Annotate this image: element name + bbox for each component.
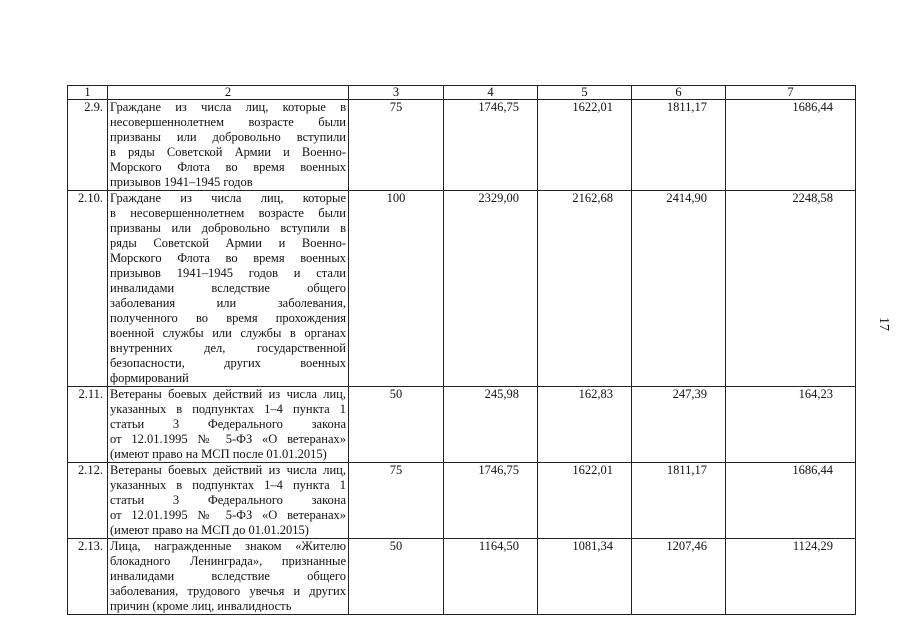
description-line: Лица, награжденные знаком «Жителю [110, 539, 346, 553]
value-cell-c6: 2414,90 [632, 191, 726, 387]
value-cell-c6: 1811,17 [632, 463, 726, 539]
header-cell: 1 [68, 86, 108, 100]
row-number: 2.10. [68, 191, 108, 387]
description-line: военной службы или службы в органах [110, 326, 346, 340]
header-cell: 4 [444, 86, 538, 100]
value-cell-c7: 1686,44 [726, 100, 856, 191]
row-description [108, 387, 349, 463]
description-line: несовершеннолетнем возрасте были [110, 115, 346, 129]
description-line: Ветераны боевых действий из числа лиц, [110, 463, 346, 477]
description-line: Граждане из числа лиц, которые в [110, 100, 346, 114]
description-line: в ряды Советской Армии и Военно- [110, 145, 346, 159]
value-cell-c4: 1164,50 [444, 539, 538, 615]
value-cell-c6: 247,39 [632, 387, 726, 463]
value-cell-c7: 1686,44 [726, 463, 856, 539]
value-cell-c3: 75 [349, 463, 444, 539]
value-cell-c3: 100 [349, 191, 444, 387]
row-description [108, 100, 349, 191]
description-line: статьи 3 Федерального закона [110, 417, 346, 431]
header-cell: 2 [108, 86, 349, 100]
description-line: заболевания или заболевания, [110, 296, 346, 310]
row-number: 2.12. [68, 463, 108, 539]
table-row [68, 100, 856, 191]
row-description [108, 463, 349, 539]
table-row [68, 191, 856, 387]
value-cell-c6: 1811,17 [632, 100, 726, 191]
header-cell: 3 [349, 86, 444, 100]
value-cell-c5: 2162,68 [538, 191, 632, 387]
header-cell: 6 [632, 86, 726, 100]
page-number: 17 [876, 317, 891, 331]
description-line: (имеют право на МСП после 01.01.2015) [110, 447, 327, 461]
value-cell-c4: 1746,75 [444, 100, 538, 191]
value-cell-c6: 1207,46 [632, 539, 726, 615]
value-cell-c4: 1746,75 [444, 463, 538, 539]
description-line: внутренних дел, государственной [110, 341, 346, 355]
description-line: безопасности, других военных [110, 356, 346, 370]
description-line: (имеют право на МСП до 01.01.2015) [110, 523, 309, 537]
table-row [68, 539, 856, 615]
description-line: причин (кроме лиц, инвалидность [110, 599, 292, 613]
description-line: инвалидами вследствие общего [110, 569, 346, 583]
description-line: в несовершеннолетнем возрасте были [110, 206, 346, 220]
description-line: Морского Флота во время военных [110, 251, 346, 265]
value-cell-c7: 2248,58 [726, 191, 856, 387]
description-line: статьи 3 Федерального закона [110, 493, 346, 507]
value-cell-c4: 245,98 [444, 387, 538, 463]
value-cell-c7: 164,23 [726, 387, 856, 463]
description-line: от 12.01.1995 № 5-ФЗ «О ветеранах» [110, 508, 346, 522]
value-cell-c5: 1081,34 [538, 539, 632, 615]
description-line: Граждане из числа лиц, которые [110, 191, 346, 205]
description-line: указанных в подпунктах 1–4 пункта 1 [110, 478, 346, 492]
description-line: указанных в подпунктах 1–4 пункта 1 [110, 402, 346, 416]
value-cell-c7: 1124,29 [726, 539, 856, 615]
value-cell-c5: 1622,01 [538, 100, 632, 191]
table-header-row [68, 86, 856, 100]
description-line: ряды Советской Армии и Военно- [110, 236, 346, 250]
description-line: призывов 1941–1945 годов [110, 175, 253, 189]
value-cell-c3: 50 [349, 387, 444, 463]
description-line: призваны или добровольно вступили [110, 130, 346, 144]
description-line: полученного во время прохождения [110, 311, 346, 325]
row-number: 2.9. [68, 100, 108, 191]
value-cell-c4: 2329,00 [444, 191, 538, 387]
value-cell-c3: 75 [349, 100, 444, 191]
table-row [68, 463, 856, 539]
description-line: инвалидами вследствие общего [110, 281, 346, 295]
description-line: призваны или добровольно вступили в [110, 221, 346, 235]
value-cell-c5: 1622,01 [538, 463, 632, 539]
row-description [108, 191, 349, 387]
description-line: призывов 1941–1945 годов и стали [110, 266, 346, 280]
row-number: 2.13. [68, 539, 108, 615]
value-cell-c5: 162,83 [538, 387, 632, 463]
row-description [108, 539, 349, 615]
value-cell-c3: 50 [349, 539, 444, 615]
row-number: 2.11. [68, 387, 108, 463]
description-line: Морского Флота во время военных [110, 160, 346, 174]
description-line: Ветераны боевых действий из числа лиц, [110, 387, 346, 401]
benefits-table [67, 85, 856, 615]
description-line: от 12.01.1995 № 5-ФЗ «О ветеранах» [110, 432, 346, 446]
header-cell: 5 [538, 86, 632, 100]
table-row [68, 387, 856, 463]
description-line: формирований [110, 371, 189, 385]
description-line: заболевания, трудового увечья и других [110, 584, 346, 598]
header-cell: 7 [726, 86, 856, 100]
description-line: блокадного Ленинграда», признанные [110, 554, 346, 568]
